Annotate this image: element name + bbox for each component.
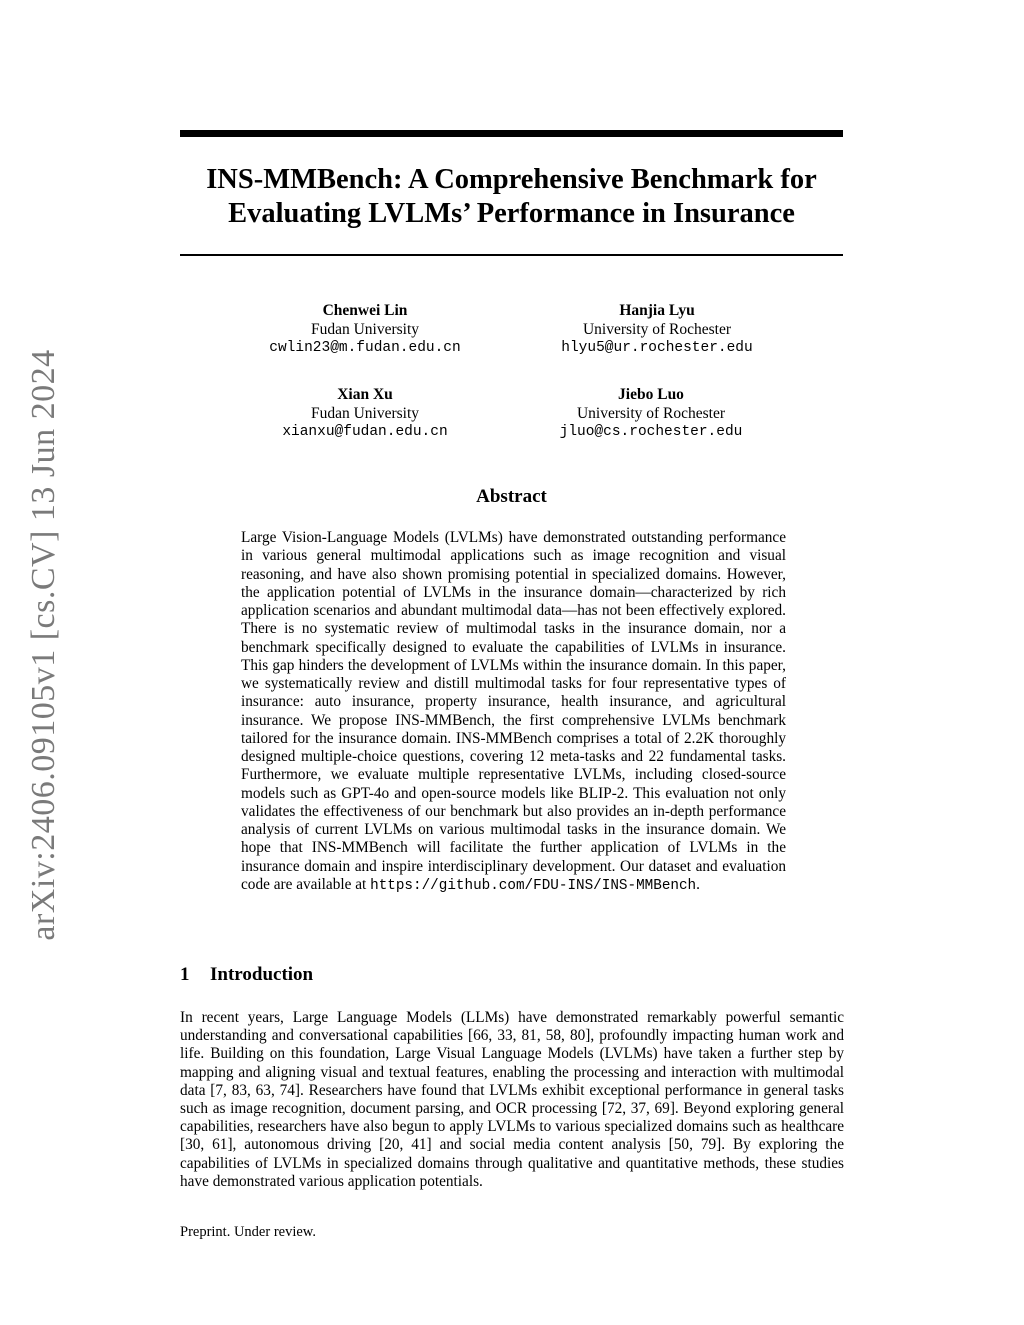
author-email[interactable]: jluo@cs.rochester.edu [559,424,743,440]
arxiv-identifier: arXiv:2406.09105v1 [cs.CV] 13 Jun 2024 [25,349,62,941]
author-block [215,301,515,358]
author-affiliation: Fudan University [310,405,420,422]
introduction-paragraph: In recent years, Large Language Models (LLMs) have demonstrated remarkably powerful semantic understanding and conversational capabilities [66, 33, 81, 58, 80], profoundly impacting human work and life. Building on this foundation, Large Visual Language Models (LVLMs) have taken a further step by mapping and aligning visual and textual features, enabling the processing and interaction with multimodal data [7, 83, 63, 74]. Researchers have found that LVLMs exhibit exceptional performance in general tasks such as image recognition, document parsing, and OCR processing [72, 37, 69]. Beyond exploring general capabilities, researchers have also begun to apply LVLMs to various specialized domains such as healthcare [30, 61], autonomous driving [20, 41] and social media content analysis [50, 79]. By exploring the capabilities of LVLMs in specialized domains through qualitative and quantitative methods, these studies have demonstrated various application potentials. [180,1009,844,1190]
section-heading-introduction [180,964,313,986]
abstract-text: Large Vision-Language Models (LVLMs) have demonstrated outstanding performance in various general multimodal applications such as image recognition and visual reasoning, and have also shown promising potential in specialized domains. However, the application potential of LVLMs in the insurance domain—characterized by rich application scenarios and abundant multimodal data—has not been effectively explored. There is no systematic review of multimodal tasks in the insurance domain, nor a benchmark specifically designed to evaluate the capabilities of LVLMs in insurance. This gap hinders the development of LVLMs within the insurance domain. In this paper, we systematically review and distill multimodal tasks for four representative types of insurance: auto insurance, property insurance, health insurance, and agricultural insurance. We propose INS-MMBench, the first comprehensive LVLMs benchmark tailored for the insurance domain. INS-MMBench comprises a total of 2.2K thoroughly designed multiple-choice questions, covering 12 meta-tasks and 22 fundamental tasks. Furthermore, we evaluate multiple representative LVLMs, including closed-source models such as GPT-4o and open-source models like BLIP-2. This evaluation not only validates the effectiveness of our benchmark but also provides an in-depth performance analysis of current LVLMs on various multimodal tasks in the insurance domain. We hope that INS-MMBench will facilitate the further application of LVLMs in the insurance domain and inspire interdisciplinary development. Our dataset and evaluation code are available at [241,529,786,893]
author-email[interactable]: cwlin23@m.fudan.edu.cn [269,340,461,356]
author-affiliation: University of Rochester [576,405,726,422]
author-affiliation: University of Rochester [582,321,732,338]
abstract-heading: Abstract [476,486,547,507]
author-name: Hanjia Lyu [619,302,695,319]
abstract-end-punct: . [696,875,700,893]
title-line-1: INS-MMBench: A Comprehensive Benchmark for [206,164,817,195]
author-block [507,301,807,358]
author-name: Xian Xu [337,386,393,403]
author-name: Jiebo Luo [618,386,684,403]
author-block [215,385,515,442]
title-bottom-rule [180,254,843,256]
abstract-body [241,529,786,895]
paper-title [180,163,843,231]
author-email[interactable]: hlyu5@ur.rochester.edu [561,340,753,356]
author-block [501,385,801,442]
title-line-2: Evaluating LVLMs’ Performance in Insurance [228,198,795,229]
author-email[interactable]: xianxu@fudan.edu.cn [282,424,448,440]
github-link[interactable]: https://github.com/FDU-INS/INS-MMBench [370,877,697,894]
author-name: Chenwei Lin [322,302,408,319]
section-number: 1 [180,964,190,985]
section-title: Introduction [210,964,314,985]
author-affiliation: Fudan University [310,321,420,338]
footer-note: Preprint. Under review. [180,1224,316,1240]
title-top-rule [180,130,843,137]
